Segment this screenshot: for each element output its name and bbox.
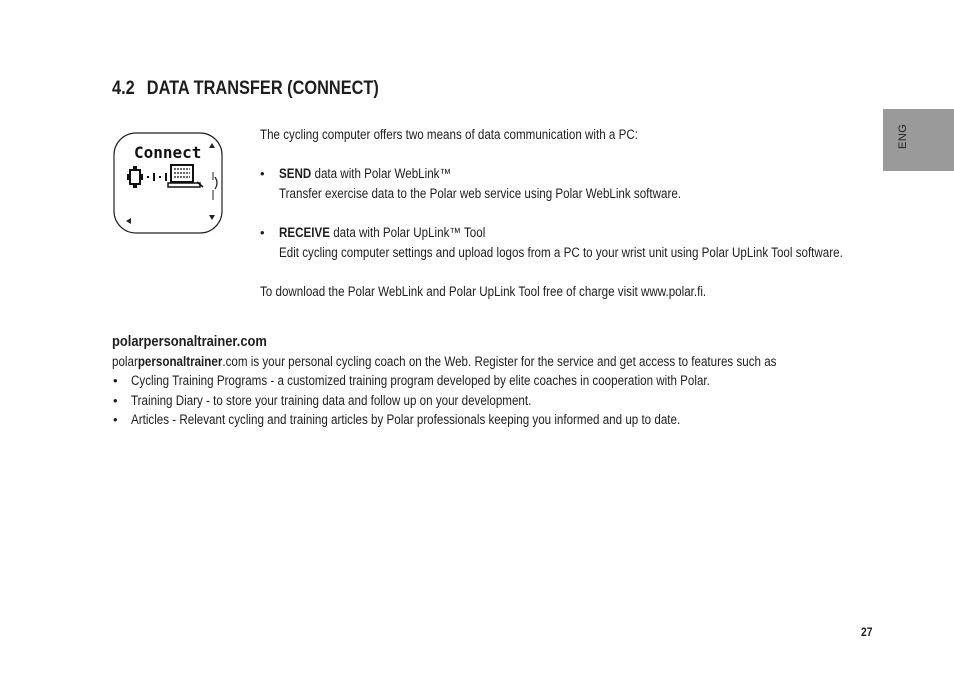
section-number: 4.2 bbox=[112, 78, 135, 99]
bullet-icon: • bbox=[113, 393, 118, 408]
device-screen-label: Connect bbox=[134, 143, 202, 162]
intro-text: The cycling computer offers two means of data communication with a PC: bbox=[260, 127, 638, 142]
option-receive-text: data with Polar UpLink™ Tool bbox=[329, 225, 486, 240]
bullet-icon: • bbox=[113, 412, 118, 427]
device-display-svg bbox=[113, 132, 223, 234]
feature-item: Articles - Relevant cycling and training articles by Polar professionals keeping you informed and up to date. bbox=[131, 412, 681, 427]
website-intro bbox=[112, 354, 776, 370]
feature-item: Cycling Training Programs - a customized training program developed by elite coaches in cooperation with Polar. bbox=[131, 373, 710, 388]
option-receive bbox=[279, 225, 485, 241]
option-send-text: data with Polar WebLink™ bbox=[311, 166, 452, 181]
option-receive-description: Edit cycling computer settings and upload logos from a PC to your wrist unit using Polar UpLink Tool software. bbox=[279, 245, 843, 260]
section-title: DATA TRANSFER (CONNECT) bbox=[146, 78, 379, 99]
page-number: 27 bbox=[861, 625, 873, 639]
option-send-keyword: SEND bbox=[279, 166, 312, 181]
option-send bbox=[279, 166, 451, 182]
device-display-illustration bbox=[113, 132, 223, 234]
website-heading: polarpersonaltrainer.com bbox=[112, 333, 267, 350]
language-tab-label: ENG bbox=[897, 123, 909, 149]
bullet-icon: • bbox=[113, 373, 118, 388]
bullet-icon: • bbox=[260, 166, 265, 181]
option-receive-keyword: RECEIVE bbox=[279, 225, 330, 240]
bullet-icon: • bbox=[260, 225, 265, 240]
website-intro-bold: personaltrainer bbox=[137, 354, 223, 369]
feature-item: Training Diary - to store your training data and follow up on your development. bbox=[131, 393, 532, 408]
website-intro-prefix: polar bbox=[112, 354, 138, 369]
website-intro-rest: .com is your personal cycling coach on the Web. Register for the service and get access to features such as bbox=[222, 354, 777, 369]
download-note: To download the Polar WebLink and Polar UpLink Tool free of charge visit www.polar.fi. bbox=[260, 284, 707, 299]
language-tab bbox=[883, 109, 954, 171]
option-send-description: Transfer exercise data to the Polar web service using Polar WebLink software. bbox=[279, 186, 682, 201]
section-heading bbox=[112, 78, 379, 100]
